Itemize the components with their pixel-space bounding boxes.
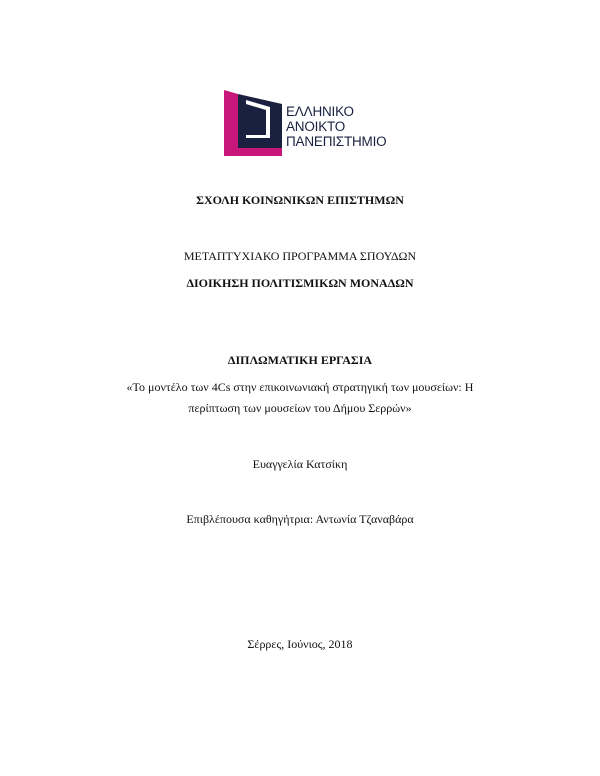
supervisor: Επιβλέπουσα καθηγήτρια: Αντωνία Τζαναβάρα bbox=[186, 512, 414, 526]
logo-text-line1: ΕΛΛΗΝΙΚΟ bbox=[286, 104, 354, 119]
school-name: ΣΧΟΛΗ ΚΟΙΝΩΝΙΚΩΝ ΕΠΙΣΤΗΜΩΝ bbox=[196, 193, 404, 207]
thesis-label: ΔΙΠΛΩΜΑΤΙΚΗ ΕΡΓΑΣΙΑ bbox=[227, 353, 373, 367]
program-name: ΔΙΟΙΚΗΣΗ ΠΟΛΙΤΙΣΜΙΚΩΝ ΜΟΝΑΔΩΝ bbox=[186, 276, 414, 290]
program-type: ΜΕΤΑΠΤΥΧΙΑΚΟ ΠΡΟΓΡΑΜΜΑ ΣΠΟΥΔΩΝ bbox=[183, 249, 417, 263]
thesis-title-line1: «Το μοντέλο των 4Cs στην επικοινωνιακή στρατηγική των μουσείων: Η bbox=[126, 380, 474, 394]
logo-text-line3: ΠΑΝΕΠΙΣΤΗΜΙΟ bbox=[286, 134, 387, 149]
author-name: Ευαγγελία Κατσίκη bbox=[252, 457, 348, 471]
logo-text-line2: ΑΝΟΙΚΤΟ bbox=[286, 119, 346, 134]
thesis-title-line2: περίπτωση των μουσείων του Δήμου Σερρών» bbox=[188, 401, 412, 415]
logo-emblem-icon bbox=[224, 90, 284, 156]
university-logo bbox=[224, 90, 394, 156]
logo-wordmark bbox=[286, 104, 386, 149]
place-date: Σέρρες, Ιούνιος, 2018 bbox=[247, 637, 353, 651]
